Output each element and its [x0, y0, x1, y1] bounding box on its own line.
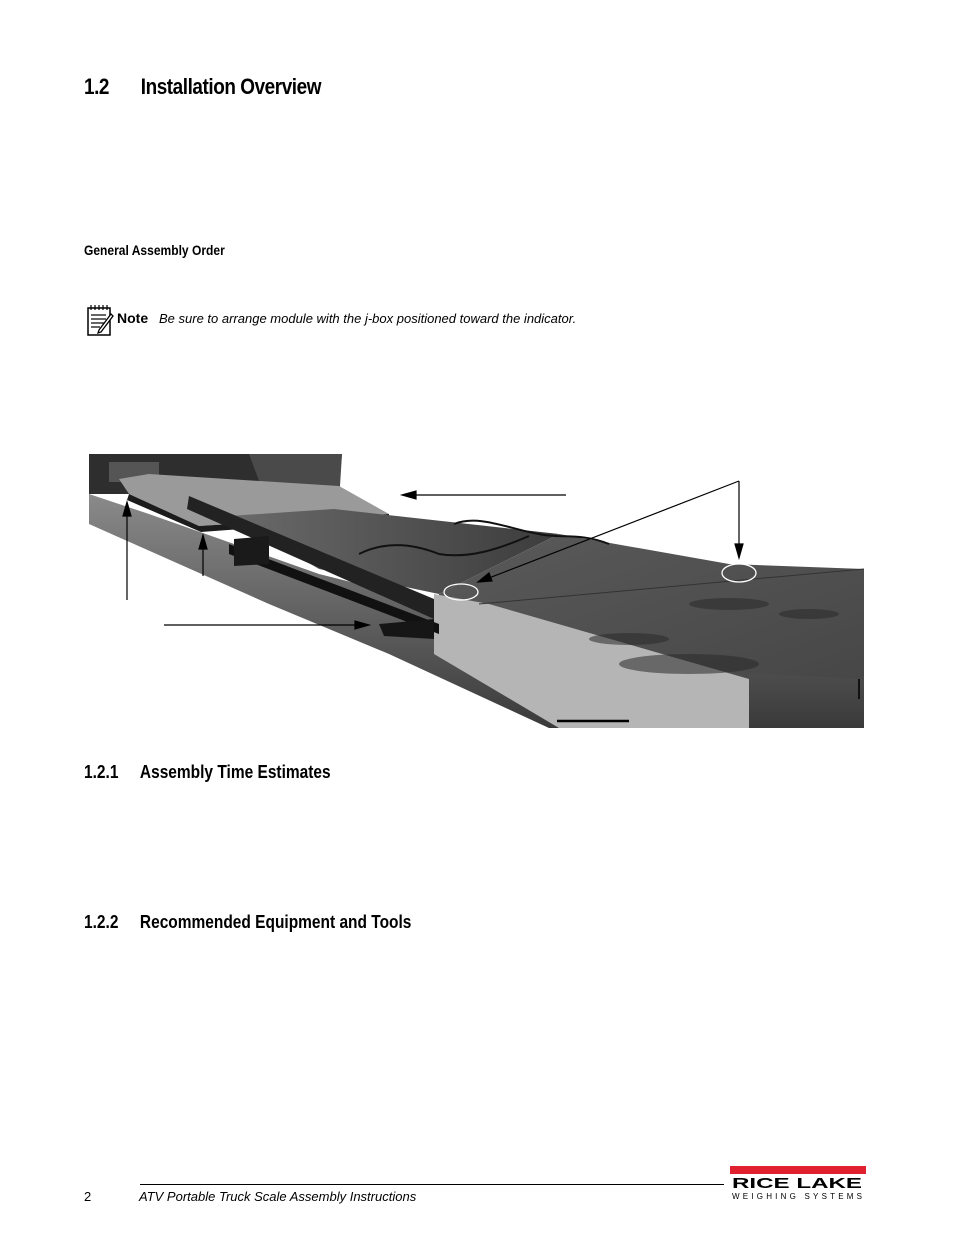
subsection-heading-tools — [84, 912, 411, 933]
truck-scale-photo — [89, 454, 864, 728]
svg-text:RICE LAKE: RICE LAKE — [732, 1175, 862, 1192]
footer-title: ATV Portable Truck Scale Assembly Instructions — [139, 1189, 417, 1204]
section-title: Installation Overview — [140, 74, 321, 99]
rice-lake-logo — [730, 1166, 866, 1202]
note-pad-icon — [86, 303, 114, 337]
subsection-heading-time — [84, 762, 331, 783]
note-text: Be sure to arrange module with the j-box positioned toward the indicator. — [159, 311, 577, 326]
section-heading — [84, 74, 321, 100]
page-number: 2 — [84, 1189, 92, 1204]
subsection-number: 1.2.1 — [84, 762, 119, 782]
subheading: General Assembly Order — [84, 242, 225, 258]
svg-text:WEIGHING SYSTEMS: WEIGHING SYSTEMS — [732, 1192, 862, 1201]
note-label: Note — [117, 310, 149, 326]
subsection-title: Assembly Time Estimates — [139, 762, 331, 782]
section-number: 1.2 — [84, 74, 110, 99]
footer-rule — [140, 1184, 724, 1185]
subsection-number: 1.2.2 — [84, 912, 119, 932]
subsection-title: Recommended Equipment and Tools — [139, 912, 412, 932]
